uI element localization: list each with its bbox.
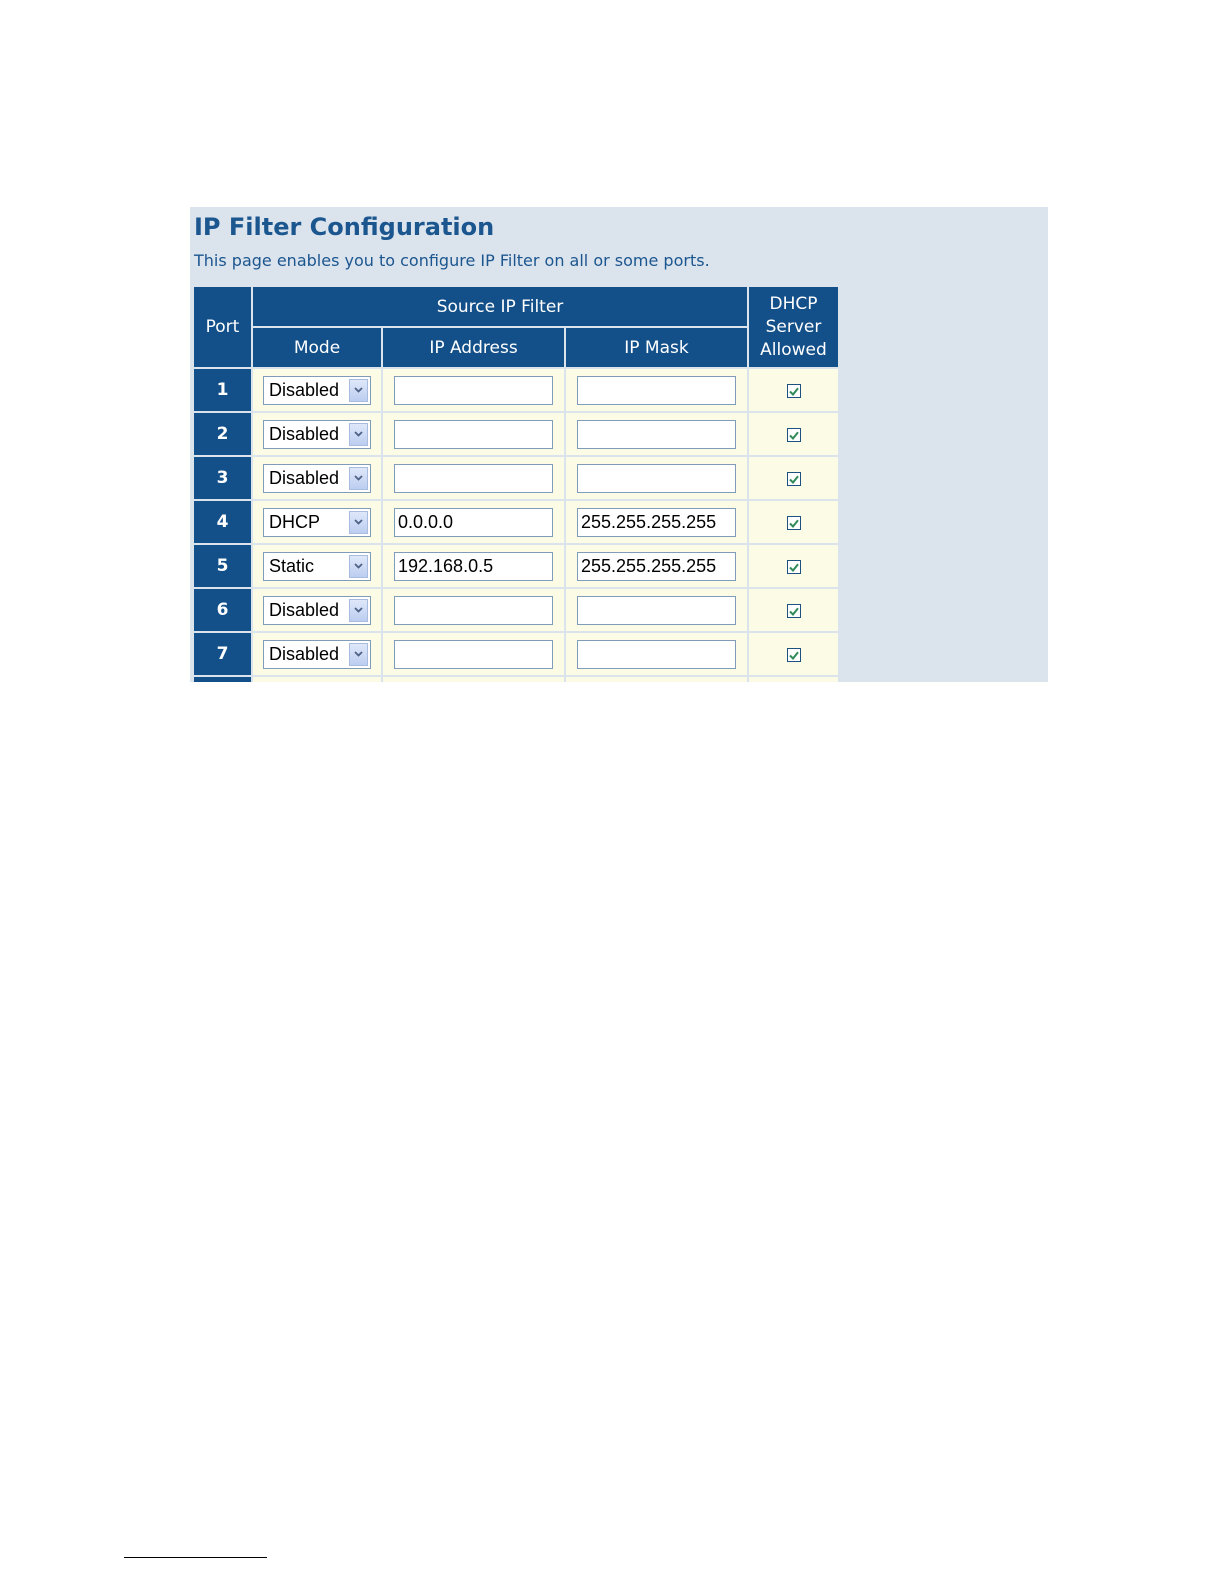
ip-mask-cell bbox=[566, 369, 747, 411]
mode-cell bbox=[253, 501, 381, 543]
ip-address-input[interactable] bbox=[394, 376, 553, 405]
mode-select[interactable] bbox=[263, 376, 371, 405]
dhcp-server-allowed-checkbox[interactable] bbox=[787, 516, 801, 530]
check-icon bbox=[789, 519, 799, 528]
table-body bbox=[194, 369, 838, 682]
mode-select-value: Disabled bbox=[269, 599, 340, 620]
column-header-dhcp-server-allowed bbox=[749, 287, 838, 367]
page-title: IP Filter Configuration bbox=[194, 213, 495, 241]
dhcp-allowed-cell bbox=[749, 457, 838, 499]
port-number: 2 bbox=[194, 413, 251, 455]
check-icon bbox=[789, 607, 799, 616]
mode-select[interactable] bbox=[263, 552, 371, 581]
mode-cell bbox=[253, 413, 381, 455]
column-header-source-ip-filter: Source IP Filter bbox=[253, 287, 747, 326]
check-icon bbox=[789, 651, 799, 660]
ip-address-cell bbox=[383, 457, 564, 499]
dhcp-allowed-cell bbox=[749, 633, 838, 675]
port-number bbox=[194, 677, 251, 682]
dhcp-allowed-cell bbox=[749, 677, 838, 682]
mode-select-value: Disabled bbox=[269, 379, 340, 400]
ip-address-cell bbox=[383, 545, 564, 587]
ip-address-input[interactable] bbox=[394, 420, 553, 449]
ip-address-input[interactable] bbox=[394, 640, 553, 669]
chevron-down-icon[interactable] bbox=[349, 467, 368, 490]
ip-mask-cell bbox=[566, 545, 747, 587]
mode-cell bbox=[253, 457, 381, 499]
dhcp-server-allowed-checkbox[interactable] bbox=[787, 560, 801, 574]
port-number: 6 bbox=[194, 589, 251, 631]
mode-select[interactable] bbox=[263, 508, 371, 537]
chevron-down-icon[interactable] bbox=[349, 423, 368, 446]
mode-select-value: Disabled bbox=[269, 467, 340, 488]
ip-mask-input[interactable] bbox=[577, 464, 736, 493]
check-icon bbox=[789, 475, 799, 484]
ip-mask-cell bbox=[566, 413, 747, 455]
mode-select-value: Static bbox=[269, 555, 315, 576]
ip-mask-input[interactable] bbox=[577, 376, 736, 405]
check-icon bbox=[789, 431, 799, 440]
mode-select[interactable] bbox=[263, 596, 371, 625]
column-header-mode: Mode bbox=[253, 328, 381, 367]
mode-cell bbox=[253, 369, 381, 411]
ip-address-cell bbox=[383, 589, 564, 631]
check-icon bbox=[789, 563, 799, 572]
chevron-down-icon[interactable] bbox=[349, 555, 368, 578]
dhcp-server-allowed-checkbox[interactable] bbox=[787, 604, 801, 618]
mode-cell bbox=[253, 633, 381, 675]
ip-mask-input[interactable] bbox=[577, 508, 736, 537]
chevron-down-icon[interactable] bbox=[349, 511, 368, 534]
ip-mask-cell bbox=[566, 633, 747, 675]
ip-address-cell bbox=[383, 369, 564, 411]
ip-address-cell bbox=[383, 633, 564, 675]
table-row bbox=[194, 457, 838, 499]
ip-address-input[interactable] bbox=[394, 508, 553, 537]
mode-cell bbox=[253, 677, 381, 682]
chevron-down-icon[interactable] bbox=[349, 379, 368, 402]
mode-select[interactable] bbox=[263, 420, 371, 449]
port-number: 3 bbox=[194, 457, 251, 499]
table-row bbox=[194, 369, 838, 411]
ip-mask-cell bbox=[566, 677, 747, 682]
mode-select-value: Disabled bbox=[269, 423, 340, 444]
ip-mask-input[interactable] bbox=[577, 640, 736, 669]
dhcp-allowed-cell bbox=[749, 589, 838, 631]
ip-address-cell bbox=[383, 413, 564, 455]
dhcp-allowed-cell bbox=[749, 545, 838, 587]
port-number: 5 bbox=[194, 545, 251, 587]
dhcp-allowed-cell bbox=[749, 501, 838, 543]
dhcp-header-line: DHCP bbox=[769, 293, 818, 314]
port-number: 1 bbox=[194, 369, 251, 411]
port-number: 4 bbox=[194, 501, 251, 543]
ip-filter-table bbox=[192, 285, 840, 682]
mode-cell bbox=[253, 545, 381, 587]
ip-mask-input[interactable] bbox=[577, 420, 736, 449]
ip-mask-input[interactable] bbox=[577, 552, 736, 581]
table-row bbox=[194, 677, 838, 682]
mode-select-value: Disabled bbox=[269, 643, 340, 664]
column-header-ip-mask: IP Mask bbox=[566, 328, 747, 367]
mode-select[interactable] bbox=[263, 640, 371, 669]
column-header-port: Port bbox=[194, 287, 251, 367]
ip-filter-panel bbox=[190, 207, 1048, 682]
dhcp-server-allowed-checkbox[interactable] bbox=[787, 648, 801, 662]
table-row bbox=[194, 501, 838, 543]
column-header-ip-address: IP Address bbox=[383, 328, 564, 367]
dhcp-server-allowed-checkbox[interactable] bbox=[787, 428, 801, 442]
dhcp-allowed-cell bbox=[749, 413, 838, 455]
dhcp-header-line: Server bbox=[765, 316, 822, 337]
ip-mask-cell bbox=[566, 457, 747, 499]
ip-address-input[interactable] bbox=[394, 552, 553, 581]
chevron-down-icon[interactable] bbox=[349, 599, 368, 622]
chevron-down-icon[interactable] bbox=[349, 643, 368, 666]
check-icon bbox=[789, 387, 799, 396]
dhcp-allowed-cell bbox=[749, 369, 838, 411]
ip-mask-cell bbox=[566, 589, 747, 631]
table-row bbox=[194, 589, 838, 631]
table-row bbox=[194, 545, 838, 587]
ip-address-cell bbox=[383, 501, 564, 543]
dhcp-server-allowed-checkbox[interactable] bbox=[787, 384, 801, 398]
ip-mask-cell bbox=[566, 501, 747, 543]
ip-mask-input[interactable] bbox=[577, 596, 736, 625]
ip-address-cell bbox=[383, 677, 564, 682]
mode-select-value: DHCP bbox=[269, 511, 321, 532]
ip-address-input[interactable] bbox=[394, 596, 553, 625]
ip-address-input[interactable] bbox=[394, 464, 553, 493]
mode-cell bbox=[253, 589, 381, 631]
port-number: 7 bbox=[194, 633, 251, 675]
dhcp-server-allowed-checkbox[interactable] bbox=[787, 472, 801, 486]
footnote-separator bbox=[124, 1557, 267, 1558]
table-row bbox=[194, 633, 838, 675]
page-description: This page enables you to configure IP Filter on all or some ports. bbox=[194, 251, 710, 270]
table-row bbox=[194, 413, 838, 455]
dhcp-header-line: Allowed bbox=[760, 339, 827, 360]
mode-select[interactable] bbox=[263, 464, 371, 493]
